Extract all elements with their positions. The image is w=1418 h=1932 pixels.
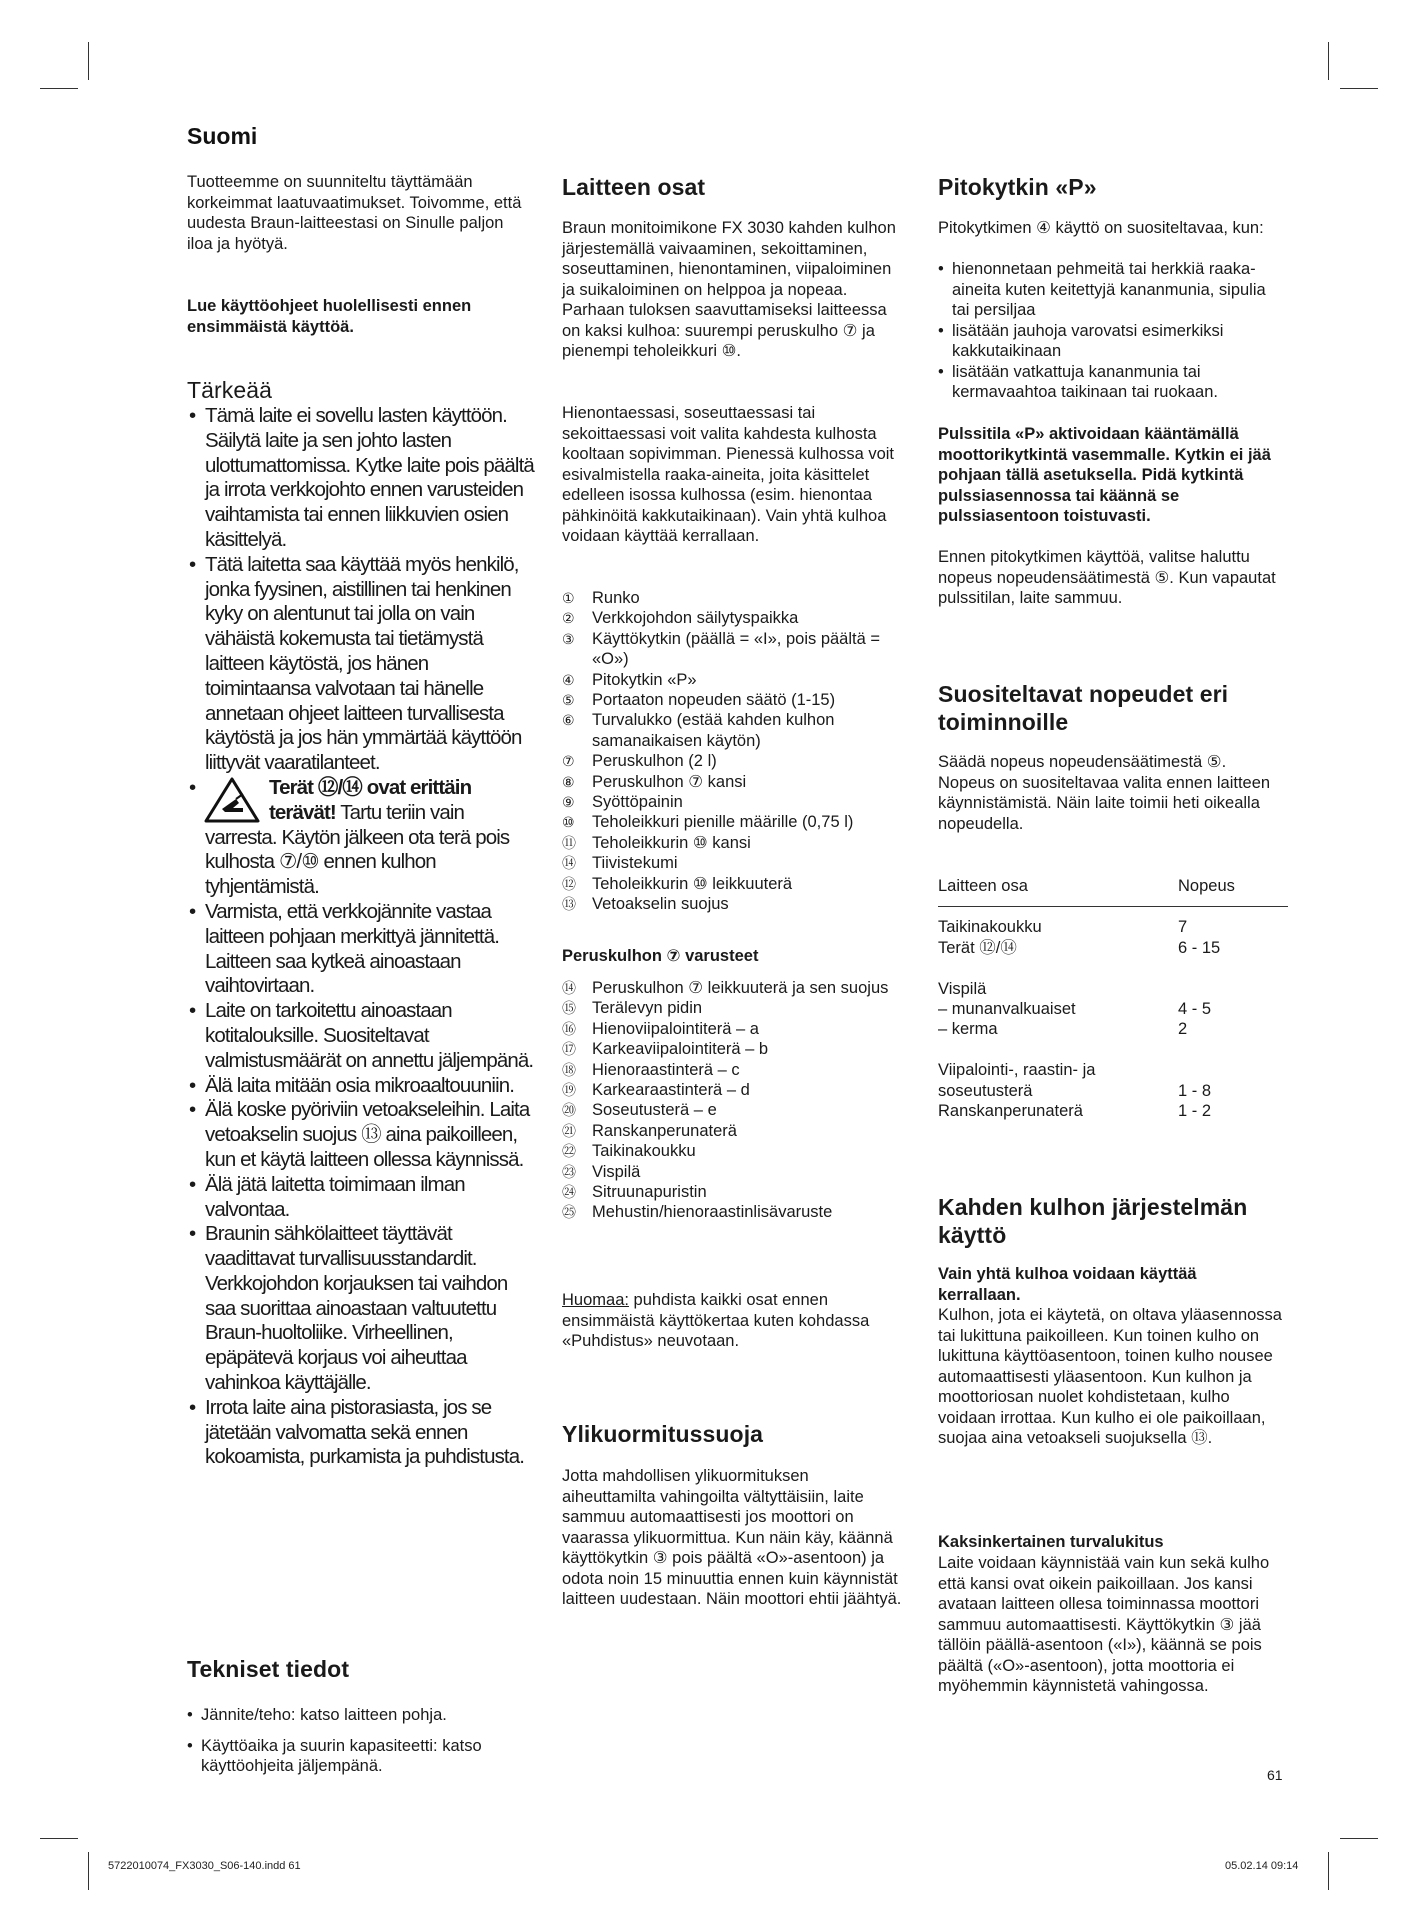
list-item: • Irrota laite aina pistorasiasta, jos se jätetään valvomatta sekä ennen kokoamista, purkamista ja puhdistusta. [187,1396,535,1470]
overload-text: Jotta mahdollisen ylikuormituksen aiheuttamilta vahingoilta vältyttäisiin, laite sammuu automaattisesti jos moottori on vaarassa ylikuormittua. Kun näin käy, käännä käyttökytkin ③ pois päältä «O»-asentoon) ja odota noin 15 minuuttia ennen kuin käynnistät laitteen uudestaan. Näin moottori ehtii jäähtyä. [562,1467,902,1608]
warning-bold: Terät ⑫/⑭ ovat erittäin terävät! [269,775,472,824]
accessories-title: Peruskulhon ⑦ varusteet [562,947,759,965]
important-title: Tärkeää [187,377,273,403]
list-item: • Käyttöaika ja suurin kapasiteetti: katso käyttöohjeita jäljempänä. [187,1736,507,1777]
table-row [938,958,1288,978]
warning-text: Tartu teriin vain varresta. Käytön jälkeen ota terä pois kulhosta ⑦/⑩ ennen kulhon tyhjentämistä. [205,800,510,899]
list-item: • Braunin sähkölaitteet täyttävät vaadittavat turvallisuusstandardit. Verkkojohdon korjauksen tai vaihdon saa suorittaa ainoastaan valtuutettu Braun-huoltoliike. Virheellinen, epäpätevä korjaus voi aiheuttaa vahinkoa käyttäjälle. [187,1222,535,1396]
safety-title: Kaksinkertainen turvalukitus [938,1533,1164,1551]
parts-intro: Braun monitoimikone FX 3030 kahden kulhon järjestemällä vaivaaminen, sekoittaminen, soseuttaminen, hienontaminen, viipaloiminen ja suikaloiminen on helppoa ja nopeaa. Parhaan tuloksen saavuttamiseksi laitteessa on kaksi kulhoa: suurempi peruskulho ⑦ ja pienempi teholeikkuri ⑩. [562,219,896,360]
pulse-para: Ennen pitokytkimen käyttöä, valitse haluttu nopeus nopeudensäätimestä ⑤. Kun vapautat pulssitilan, laite sammuu. [938,548,1276,607]
list-item: • Tätä laitetta saa käyttää myös henkilö, jonka fyysinen, aistillinen tai henkinen kyky on alentunut tai jolla on vain vähäistä kokemusta tai tietämystä laitteen käytöstä, jos hänen toimintaansa valvotaan tai hänelle annetaan ohjeet laitteen turvallisesta käytöstä ja jos hän ymmärtää käyttöön liittyvät vaaratilanteet. [187,553,535,776]
crop-mark [88,42,89,80]
list-item: ④ Pitokytkin «P» [562,670,697,689]
list-item: ⑫ Teholeikkurin ⑩ leikkuuterä [562,874,793,893]
crop-mark [1328,1852,1329,1890]
list-item: • hienonnetaan pehmeitä tai herkkiä raaka-aineita kuten keitettyjä kananmunia, sipulia tai persiljaa [938,259,1283,321]
table-row [938,1040,1288,1060]
important-list [187,404,535,1470]
footer-timestamp: 05.02.14 09:14 [1225,1860,1299,1872]
list-item: ⑳ Soseutusterä – e [562,1101,717,1120]
list-item: ⑱ Hienoraastinterä – c [562,1060,740,1079]
list-item: • Laite on tarkoitettu ainoastaan kotitalouksille. Suositeltavat valmistusmäärät on annettu jäljempänä. [187,999,535,1073]
table-row: – kerma 2 [938,1020,1188,1039]
table-row: Terät ⑫/⑭ 6 - 15 [938,938,1221,957]
tech-list [187,1705,507,1777]
intro-text: Tuotteemme on suunniteltu täyttämään korkeimmat laatuvaatimukset. Toivomme, että uudesta Braun-laitteestasi on Sinulle paljon iloa ja hyötyä. [187,173,522,253]
list-item: ⑥ Turvalukko (estää kahden kulhon samanaikaisen käytön) [562,711,835,750]
pulse-list [938,259,1283,403]
list-item: ⑨ Syöttöpainin [562,793,683,812]
pulse-title: Pitokytkin «P» [938,174,1097,200]
list-item: ⑦ Peruskulhon (2 l) [562,752,717,771]
crop-mark [1340,88,1378,89]
list-item: ⑧ Peruskulhon ⑦ kansi [562,772,747,791]
list-item: ⑭ Peruskulhon ⑦ leikkuuterä ja sen suojus [562,979,889,997]
crop-mark [1328,42,1329,80]
pulse-intro: Pitokytkimen ④ käyttö on suositeltavaa, kun: [938,219,1264,237]
accessories-list [562,978,907,1223]
list-item: ② Verkkojohdon säilytyspaikka [562,609,799,628]
list-item: ㉔ Sitruunapuristin [562,1183,707,1202]
footer-filename: 5722010074_FX3030_S06-140.indd 61 [108,1860,301,1872]
parts-list [562,588,907,915]
list-item: ⑰ Karkeaviipalointiterä – b [562,1040,769,1059]
warning-triangle-icon [203,776,261,824]
list-item: ⑯ Hienoviipalointiterä – a [562,1019,759,1038]
list-item: • Jännite/teho: katso laitteen pohja. [187,1705,507,1726]
note-text: Huomaa: puhdista kaikki osat ennen ensimmäistä käyttökertaa kuten kohdassa «Puhdistus» neuvotaan. [562,1291,870,1350]
two-bowl-bold: Vain yhtä kulhoa voidaan käyttää kerrallaan. [938,1265,1197,1304]
crop-mark [1340,1838,1378,1839]
list-item: ⑭ Tiivistekumi [562,854,678,873]
list-item: • Älä koske pyöriviin vetoakseleihin. Laita vetoakselin suojus ⑬ aina paikoilleen, kun et käytä laitteen ollessa käynnissä. [187,1098,535,1172]
page-number: 61 [1267,1767,1283,1783]
list-item: • lisätään jauhoja varovatsi esimerkiksi kakkutaikinaan [938,321,1283,362]
list-item: ⑪ Teholeikkurin ⑩ kansi [562,833,751,852]
list-item: • Älä laita mitään osia mikroaaltouuniin. [187,1074,535,1099]
two-bowl-title: Kahden kulhon järjestelmän käyttö [938,1194,1248,1248]
list-item: ⑮ Terälevyn pidin [562,999,703,1018]
table-row: Taikinakoukku 7 [938,918,1188,937]
list-item: • Varmista, että verkkojännite vastaa laitteen pohjaan merkittyä jännitettä. Laitteen saa kytkeä ainoastaan vaihtovirtaan. [187,900,535,999]
speed-title: Suositeltavat nopeudet eri toiminnoille [938,681,1229,735]
list-item: ③ Käyttökytkin (päällä = «I», pois päältä = «O») [562,629,881,669]
table-row: Viipalointi-, raastin- ja [938,1061,1096,1080]
overload-title: Ylikuormitussuoja [562,1421,764,1447]
list-item: • lisätään vatkattuja kananmunia tai kermavaahtoa taikinaan tai ruokaan. [938,362,1283,403]
speed-table [938,876,1288,1121]
two-bowl-text: Kulhon, jota ei käytetä, on oltava yläasennossa tai lukittuna paikoilleen. Kun toinen kulho on lukittuna käyttöasentoon, toinen kulho nousee automaattisesti yläasentoon. Kun kulhon ja moottoriosan nuolet kohdistetaan, kulho voidaan irrottaa. Kun kulho ei ole paikoillaan, suojaa aina vetoakseli suojuksella ⑬. [938,1306,1282,1447]
table-row: soseutusterä 1 - 8 [938,1081,1212,1100]
list-item: ① Runko [562,589,640,607]
table-header: Laitteen osa Nopeus [938,877,1235,895]
read-note: Lue käyttöohjeet huolellisesti ennen ensimmäistä käyttöä. [187,297,472,336]
crop-mark [88,1852,89,1890]
language-title: Suomi [187,123,258,149]
crop-mark [40,88,78,89]
list-item: ㉕ Mehustin/hienoraastinlisävaruste [562,1203,833,1222]
parts-title: Laitteen osat [562,174,706,200]
parts-para: Hienontaessasi, soseuttaessasi tai sekoittaessasi voit valita kahdesta kulhosta kooltaan sopivimman. Pienessä kulhossa voit esivalmistella raaka-aineita, joita käsittelet edelleen isossa kulhossa (esim. hienontaa pähkinöitä kakkutaikinaan). Vain yhtä kulhoa voidaan käyttää kerrallaan. [562,404,895,545]
list-item: ㉑ Ranskanperunaterä [562,1121,737,1140]
list-item: ⑩ Teholeikkuri pienille määrille (0,75 l) [562,813,854,832]
table-row: – munanvalkuaiset 4 - 5 [938,1000,1212,1019]
list-item: ⑬ Vetoakselin suojus [562,895,729,914]
table-row: Ranskanperunaterä 1 - 2 [938,1102,1212,1121]
safety-text: Laite voidaan käynnistää vain kun sekä kulho että kansi ovat oikein paikoillaan. Jos kansi avataan laitteen ollesa toiminnassa moottori sammuu automaattisesti. Käyttökytkin ③ jää tällöin päällä-asentoon («I»), käännä se pois päältä («O»-asentoon), jotta moottoria ei myöhemmin käynnistetä vahingossa. [938,1554,1270,1695]
list-item: ㉓ Vispilä [562,1162,641,1181]
pulse-bold-text: Pulssitila «P» aktivoidaan kääntämällä moottorikytkintä vasemmalle. Kytkin ei jää pohjaan tällä asetuksella. Pidä kytkintä pulssiasennossa tai käännä se pulssiasentoon toistuvasti. [938,425,1271,525]
list-item: • Älä jätä laitetta toimimaan ilman valvontaa. [187,1173,535,1223]
speed-intro: Säädä nopeus nopeudensäätimestä ⑤. Nopeus on suositeltavaa valita ennen laitteen käynnistämistä. Näin laite toimii heti oikealla nopeudella. [938,753,1271,833]
list-item: ⑲ Karkearaastinterä – d [562,1081,750,1100]
list-item: • Tämä laite ei sovellu lasten käyttöön. Säilytä laite ja sen johto lasten ulottumattomissa. Kytke laite pois päältä ja irrota verkkojohto ennen varusteiden vaihtamista tai ennen liikkuvien osien käsittelyä. [187,404,535,553]
list-item: ⑤ Portaaton nopeuden säätö (1-15) [562,691,836,710]
crop-mark [40,1838,78,1839]
list-item [187,776,535,900]
table-row: Vispilä [938,979,987,998]
list-item: ㉒ Taikinakoukku [562,1142,696,1161]
tech-title: Tekniset tiedot [187,1656,350,1682]
